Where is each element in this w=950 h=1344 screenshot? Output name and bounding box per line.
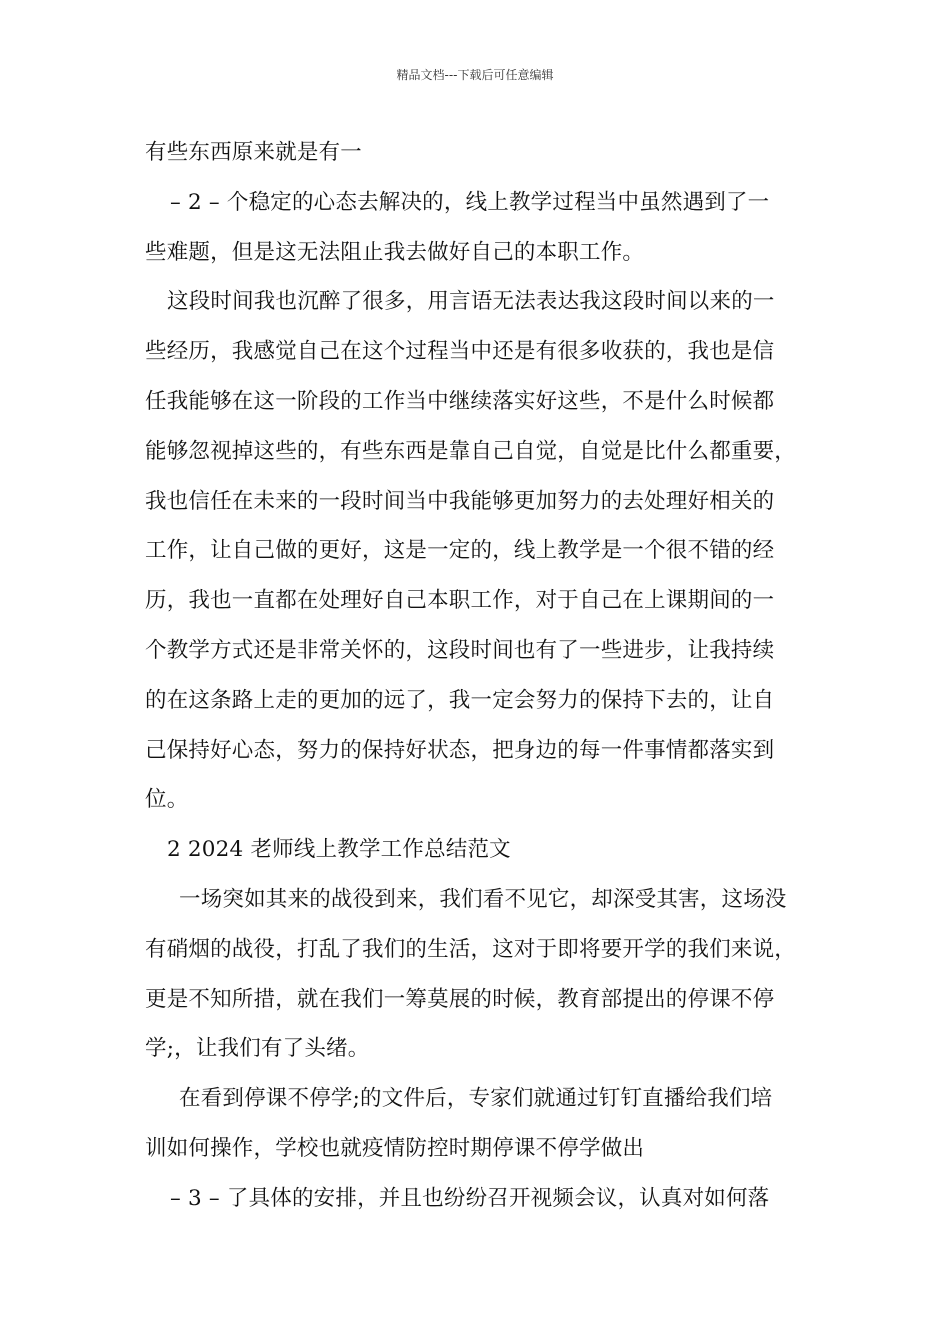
text-line: 2 2024 老师线上教学工作总结范文 xyxy=(167,837,511,863)
text-line: 个教学方式还是非常关怀的，这段时间也有了一些进步，让我持续 xyxy=(145,637,775,663)
text-line: 些难题，但是这无法阻止我去做好自己的本职工作。 xyxy=(145,239,645,265)
text-line: 些经历，我感觉自己在这个过程当中还是有很多收获的，我也是信 xyxy=(145,339,775,365)
text-line: – 2 – 个稳定的心态去解决的，线上教学过程当中虽然遇到了一 xyxy=(170,189,770,215)
text-line: 训如何操作，学校也就疫情防控时期停课不停学做出 xyxy=(145,1135,645,1161)
text-line: 能够忽视掉这些的，有些东西是靠自己自觉，自觉是比什么都重要， xyxy=(145,438,797,464)
text-line: 有硝烟的战役，打乱了我们的生活，这对于即将要开学的我们来说， xyxy=(145,936,797,962)
text-line: 位。 xyxy=(145,787,189,813)
text-line: 在看到停课不停学;的文件后，专家们就通过钉钉直播给我们培 xyxy=(179,1086,773,1112)
text-line: 历，我也一直都在处理好自己本职工作，对于自己在上课期间的一 xyxy=(145,588,775,614)
document-body xyxy=(145,128,815,1224)
text-line: 的在这条路上走的更加的远了，我一定会努力的保持下去的，让自 xyxy=(145,687,775,713)
page-header: 精品文档---下载后可任意编辑 xyxy=(396,68,554,82)
text-line: 己保持好心态，努力的保持好状态，把身边的每一件事情都落实到 xyxy=(145,737,775,763)
text-line: 我也信任在未来的一段时间当中我能够更加努力的去处理好相关的 xyxy=(145,488,775,514)
text-line: 一场突如其来的战役到来，我们看不见它，却深受其害，这场没 xyxy=(179,886,787,912)
text-line: 更是不知所措，就在我们一筹莫展的时候，教育部提出的停课不停 xyxy=(145,986,775,1012)
text-line: 有些东西原来就是有一 xyxy=(145,140,363,165)
text-line: 学;，让我们有了头绪。 xyxy=(145,1036,370,1062)
text-line: 这段时间我也沉醉了很多，用言语无法表达我这段时间以来的一 xyxy=(167,289,775,315)
text-line: 工作，让自己做的更好，这是一定的，线上教学是一个很不错的经 xyxy=(145,538,775,564)
text-line: 任我能够在这一阶段的工作当中继续落实好这些，不是什么时候都 xyxy=(145,388,775,414)
text-line: – 3 – 了具体的安排，并且也纷纷召开视频会议，认真对如何落 xyxy=(170,1185,770,1211)
